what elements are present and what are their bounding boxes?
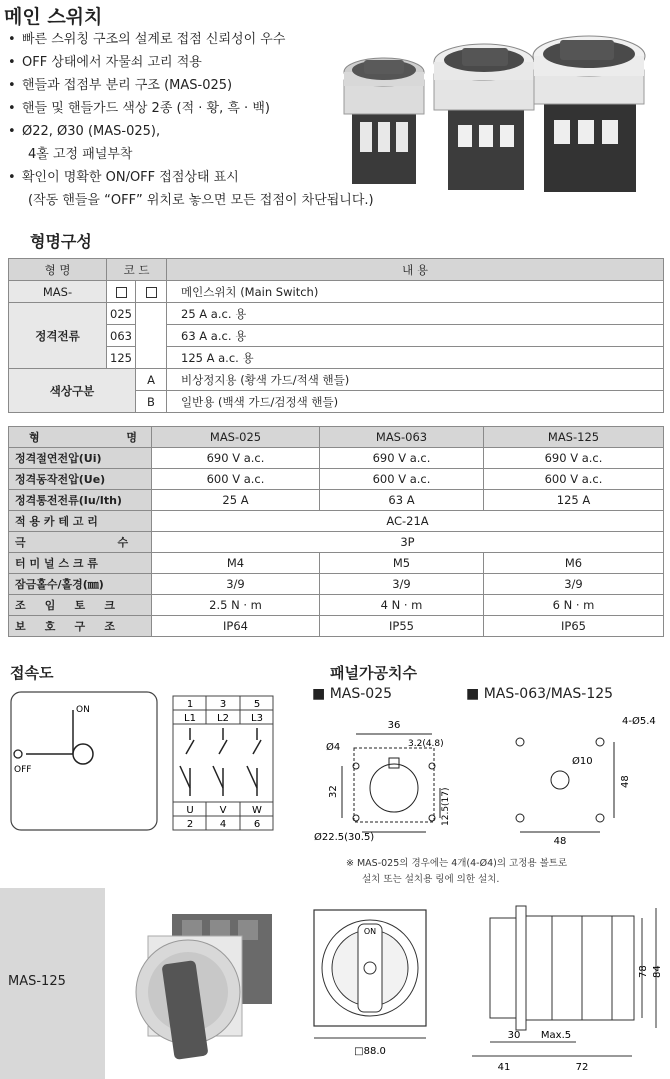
spec-model-125: MAS-125 [484, 427, 664, 448]
spec-value: 125 A [484, 490, 664, 511]
term-w: W [252, 805, 262, 816]
dim-max5: Max.5 [540, 1030, 572, 1041]
mas125-front-drawing [300, 898, 440, 1076]
spec-label: 적 용 카 테 고 리 [9, 511, 152, 532]
panel-note-1: ※ MAS-025의 경우에는 4개(4-Ø4)의 고정용 볼트로 [346, 858, 568, 869]
feature-item: • 확인이 명확한 ON/OFF 접점상태 표시 [8, 166, 408, 189]
model-section-title: 형명구성 [30, 232, 92, 251]
spec-value: 690 V a.c. [320, 448, 484, 469]
header-model: 형 명 [9, 259, 107, 281]
row-desc: 63 A a.c. 용 [167, 325, 664, 347]
code-cell: 025 [107, 303, 136, 325]
dim-30: 30 [507, 1030, 521, 1041]
spec-label: 잠금홀수/홀경(㎜) [9, 574, 152, 595]
row-label: 색상구분 [9, 369, 136, 413]
feature-item: • 핸들과 접점부 분리 구조 (MAS-025) [8, 74, 408, 97]
row-desc: 일반용 (백색 가드/검정색 핸들) [167, 391, 664, 413]
spec-value: 3/9 [152, 574, 320, 595]
spec-value: IP64 [152, 616, 320, 637]
product-photo [338, 30, 670, 195]
spec-value: 2.5 N · m [152, 595, 320, 616]
term-bottom-4: 4 [219, 819, 227, 830]
dim-78: 78 [638, 965, 649, 978]
mas125-photo [108, 896, 288, 1076]
row-desc: 125 A a.c. 용 [167, 347, 664, 369]
spec-header-left: 형 [29, 431, 40, 444]
dim-dia: Ø22.5(30.5) [314, 832, 375, 843]
row-desc: 25 A a.c. 용 [167, 303, 664, 325]
spec-value: IP55 [320, 616, 484, 637]
spec-label: 정격동작전압(Ue) [9, 469, 152, 490]
dim-side: 12.5(17) [441, 787, 451, 826]
row-label: 정격전류 [9, 303, 107, 369]
panel-label-025: ■ MAS-025 [312, 686, 393, 702]
model-code-table [8, 258, 664, 413]
feature-item: • Ø22, Ø30 (MAS-025), [8, 120, 408, 143]
spec-label: 조 임 토 크 [9, 595, 152, 616]
feature-item: • 핸들 및 핸들가드 색상 2종 (적 · 황, 흑 · 백) [8, 97, 408, 120]
spec-value: 690 V a.c. [152, 448, 320, 469]
spec-value: M6 [484, 553, 664, 574]
panel-label-063: ■ MAS-063/MAS-125 [466, 686, 614, 702]
panel-title: 패널가공치수 [330, 664, 417, 682]
row-label: MAS- [9, 281, 107, 303]
code-cell: 125 [107, 347, 136, 369]
page-title: 메인 스위치 [4, 6, 103, 28]
feature-item: (작동 핸들을 “OFF” 위치로 놓으면 모든 접점이 차단됩니다.) [28, 193, 374, 208]
spec-label: 극 수 [9, 532, 152, 553]
spec-value: 3/9 [320, 574, 484, 595]
on-label: ON [76, 705, 90, 715]
spec-model-063: MAS-063 [320, 427, 484, 448]
panel-label-063-text: MAS-063/MAS-125 [483, 686, 614, 702]
term-top-3: 3 [219, 699, 227, 710]
spec-value: 690 V a.c. [484, 448, 664, 469]
switch-medium-illustration [434, 44, 534, 190]
header-content: 내 용 [167, 259, 664, 281]
off-label: OFF [14, 765, 32, 775]
dim-hole-4: Ø4 [326, 742, 341, 753]
code-cell: 063 [107, 325, 136, 347]
code-cell: A [136, 369, 167, 391]
term-top-1: 1 [186, 699, 194, 710]
spec-value: 600 V a.c. [320, 469, 484, 490]
feature-item: • OFF 상태에서 자물쇠 고리 적용 [8, 51, 408, 74]
spec-value: M4 [152, 553, 320, 574]
dim-offset: 3.2(4.8) [408, 739, 444, 749]
header-code: 코 드 [107, 259, 167, 281]
mas125-label: MAS-125 [8, 974, 66, 989]
dim-41: 41 [497, 1062, 511, 1073]
feature-item: 4홀 고정 패널부착 [28, 147, 133, 162]
spec-value: IP65 [484, 616, 664, 637]
term-bottom-6: 6 [253, 819, 261, 830]
dim-72: 72 [575, 1062, 589, 1073]
term-l1: L1 [184, 713, 196, 724]
dim-048-h: 48 [620, 775, 631, 788]
spec-label: 정격통전전류(Iu/Ith) [9, 490, 152, 511]
dim-84: 84 [652, 965, 663, 978]
spec-model-025: MAS-025 [152, 427, 320, 448]
switch-large-illustration [533, 36, 645, 192]
code-box [136, 281, 167, 303]
panel-drawings [296, 708, 666, 848]
front-on-text: ON [363, 927, 377, 936]
term-l2: L2 [217, 713, 229, 724]
dim-032: 32 [328, 785, 339, 798]
spec-table [8, 426, 664, 637]
panel-note-2: 설치 또는 설치용 링에 의한 설치. [362, 874, 500, 885]
spec-label: 보 호 구 조 [9, 616, 152, 637]
spec-value: 63 A [320, 490, 484, 511]
spec-value: 600 V a.c. [484, 469, 664, 490]
spec-value: 3P [152, 532, 664, 553]
mas125-side-drawing [452, 898, 668, 1076]
spec-value: AC-21A [152, 511, 664, 532]
term-u: U [186, 805, 194, 816]
term-v: V [219, 805, 227, 816]
spec-label: 정격절연전압(Ui) [9, 448, 152, 469]
code-box [107, 281, 136, 303]
term-bottom-2: 2 [186, 819, 194, 830]
spec-header-label [9, 427, 152, 448]
wiring-title: 접속도 [10, 664, 54, 682]
dim-88: □88.0 [354, 1046, 386, 1057]
dim-center: Ø10 [572, 756, 593, 767]
spec-value: M5 [320, 553, 484, 574]
panel-label-025-text: MAS-025 [329, 686, 393, 702]
spec-label: 터 미 널 스 크 류 [9, 553, 152, 574]
term-top-5: 5 [253, 699, 261, 710]
row-desc: 메인스위치 (Main Switch) [167, 281, 664, 303]
spec-value: 600 V a.c. [152, 469, 320, 490]
mas125-section [0, 888, 670, 1079]
spec-value: 6 N · m [484, 595, 664, 616]
row-desc: 비상정지용 (황색 가드/적색 핸들) [167, 369, 664, 391]
dim-036: 36 [387, 720, 401, 731]
wiring-diagram [8, 688, 278, 838]
dim-048-w: 48 [553, 836, 567, 847]
spec-header-right: 명 [126, 431, 137, 444]
switch-small-illustration [344, 58, 424, 184]
dim-holes: 4-Ø5.4 [622, 716, 656, 727]
spec-value: 3/9 [484, 574, 664, 595]
spec-value: 4 N · m [320, 595, 484, 616]
code-cell: B [136, 391, 167, 413]
term-l3: L3 [251, 713, 263, 724]
panel-063-drawing [516, 738, 614, 832]
spec-value: 25 A [152, 490, 320, 511]
feature-item: • 빠른 스위칭 구조의 설계로 접점 신뢰성이 우수 [8, 28, 408, 51]
